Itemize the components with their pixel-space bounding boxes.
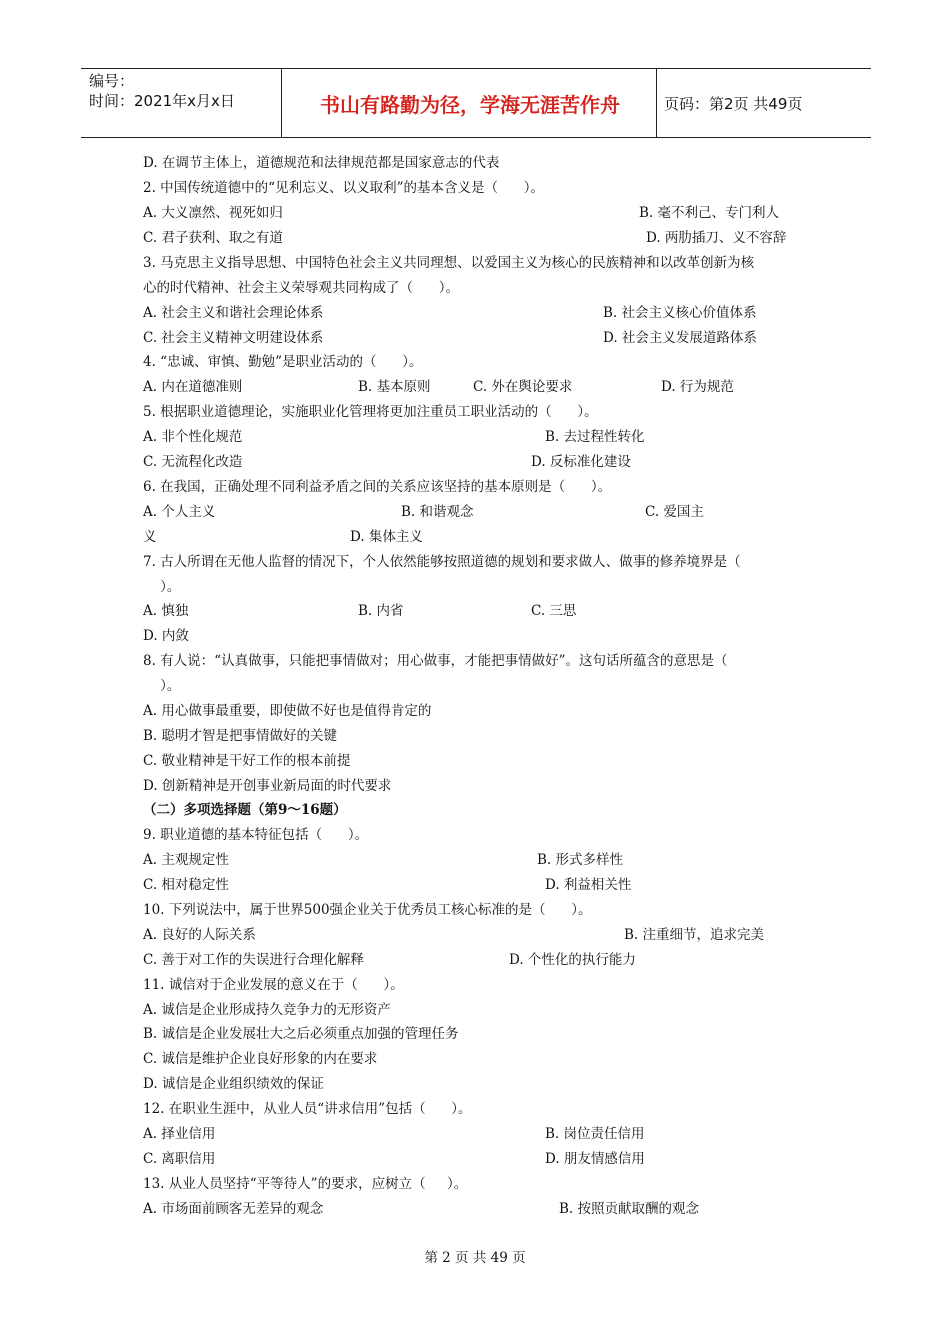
page-footer: 第 2 页 共 49 页: [424, 1250, 526, 1266]
text-line: 9. 职业道德的基本特征包括（ ）。: [143, 827, 369, 843]
text-line: B. 内省: [358, 603, 404, 619]
header-meta: [89, 71, 235, 111]
text-line: B. 聪明才智是把事情做好的关键: [143, 728, 338, 744]
text-line: B. 基本原则: [358, 379, 431, 395]
text-line: D. 利益相关性: [545, 877, 632, 893]
text-line: C. 诚信是维护企业良好形象的内在要求: [143, 1051, 378, 1067]
text-line: 义: [143, 529, 157, 545]
text-line: 11. 诚信对于企业发展的意义在于（ ）。: [143, 977, 404, 993]
text-line: A. 社会主义和谐社会理论体系: [143, 305, 324, 321]
text-line: D. 两肋插刀、义不容辞: [646, 230, 787, 246]
text-line: B. 社会主义核心价值体系: [603, 305, 757, 321]
text-line: C. 三思: [531, 603, 577, 619]
text-line: 10. 下列说法中，属于世界500强企业关于优秀员工核心标准的是（ ）。: [143, 902, 592, 918]
text-line: D. 个性化的执行能力: [509, 952, 636, 968]
text-line: B. 诚信是企业发展壮大之后必须重点加强的管理任务: [143, 1026, 459, 1042]
text-line: D. 创新精神是开创事业新局面的时代要求: [143, 778, 392, 794]
text-line: D. 集体主义: [350, 529, 423, 545]
text-line: ）。: [143, 678, 181, 694]
text-line: A. 慎独: [143, 603, 189, 619]
text-line: B. 形式多样性: [537, 852, 624, 868]
text-line: 5. 根据职业道德理论，实施职业化管理将更加注重员工职业活动的（ ）。: [143, 404, 598, 420]
text-line: A. 主观规定性: [143, 852, 229, 868]
text-line: 2. 中国传统道德中的“见利忘义、以义取利”的基本含义是（ ）。: [143, 180, 544, 196]
text-line: B. 岗位责任信用: [545, 1126, 645, 1142]
header-divider: [281, 69, 282, 137]
text-line: C. 善于对工作的失误进行合理化解释: [143, 952, 364, 968]
text-line: D. 诚信是企业组织绩效的保证: [143, 1076, 324, 1092]
header-motto: 书山有路勤为径，学海无涯苦作舟: [320, 93, 620, 117]
text-line: A. 非个性化规范: [143, 429, 243, 445]
text-line: B. 和谐观念: [401, 504, 474, 520]
section-heading: （二）多项选择题（第9～16题）: [143, 802, 347, 818]
time-label: 时间：2021年x月x日: [89, 92, 235, 110]
text-line: C. 无流程化改造: [143, 454, 243, 470]
text-line: 7. 古人所谓在无他人监督的情况下，个人依然能够按照道德的规划和要求做人、做事的修养境界是（: [143, 554, 741, 570]
text-line: 6. 在我国，正确处理不同利益矛盾之间的关系应该坚持的基本原则是（ ）。: [143, 479, 612, 495]
text-line: 12. 在职业生涯中，从业人员“讲求信用”包括（ ）。: [143, 1101, 472, 1117]
text-line: C. 敬业精神是干好工作的根本前提: [143, 753, 351, 769]
text-line: 4. “忠诚、审慎、勤勉”是职业活动的（ ）。: [143, 354, 423, 370]
text-line: D. 内敛: [143, 628, 189, 644]
text-line: D. 在调节主体上，道德规范和法律规范都是国家意志的代表: [143, 155, 500, 171]
text-line: A. 个人主义: [143, 504, 216, 520]
text-line: A. 诚信是企业形成持久竞争力的无形资产: [143, 1002, 391, 1018]
text-line: 心的时代精神、社会主义荣辱观共同构成了（ ）。: [143, 280, 459, 296]
text-line: A. 内在道德准则: [143, 379, 243, 395]
text-line: C. 社会主义精神文明建设体系: [143, 330, 324, 346]
text-line: C. 外在舆论要求: [473, 379, 573, 395]
text-line: B. 注重细节，追求完美: [624, 927, 765, 943]
text-line: D. 社会主义发展道路体系: [603, 330, 757, 346]
code-label: 编号：: [89, 72, 135, 90]
header-page-info: 页码：第2页 共49页: [664, 95, 803, 113]
text-line: 8. 有人说：“认真做事，只能把事情做对；用心做事，才能把事情做好”。这句话所蕴含的意思是（: [143, 653, 728, 669]
text-line: B. 毫不利己、专门利人: [639, 205, 780, 221]
text-line: B. 按照贡献取酬的观念: [559, 1201, 700, 1217]
text-line: ）。: [143, 579, 181, 595]
text-line: C. 君子获利、取之有道: [143, 230, 283, 246]
header-divider: [656, 69, 657, 137]
text-line: A. 大义凛然、视死如归: [143, 205, 283, 221]
page-header: [81, 68, 871, 138]
text-line: A. 市场面前顾客无差异的观念: [143, 1201, 324, 1217]
text-line: 3. 马克思主义指导思想、中国特色社会主义共同理想、以爱国主义为核心的民族精神和以改革创新为核: [143, 255, 755, 271]
text-line: C. 相对稳定性: [143, 877, 229, 893]
text-line: D. 行为规范: [661, 379, 734, 395]
text-line: C. 爱国主: [645, 504, 704, 520]
text-line: A. 良好的人际关系: [143, 927, 256, 943]
text-line: A. 用心做事最重要，即使做不好也是值得肯定的: [143, 703, 432, 719]
text-line: 13. 从业人员坚持“平等待人”的要求，应树立（ ）。: [143, 1176, 468, 1192]
text-line: B. 去过程性转化: [545, 429, 645, 445]
text-line: D. 朋友情感信用: [545, 1151, 645, 1167]
text-line: D. 反标准化建设: [531, 454, 631, 470]
text-line: C. 离职信用: [143, 1151, 216, 1167]
text-line: A. 择业信用: [143, 1126, 216, 1142]
